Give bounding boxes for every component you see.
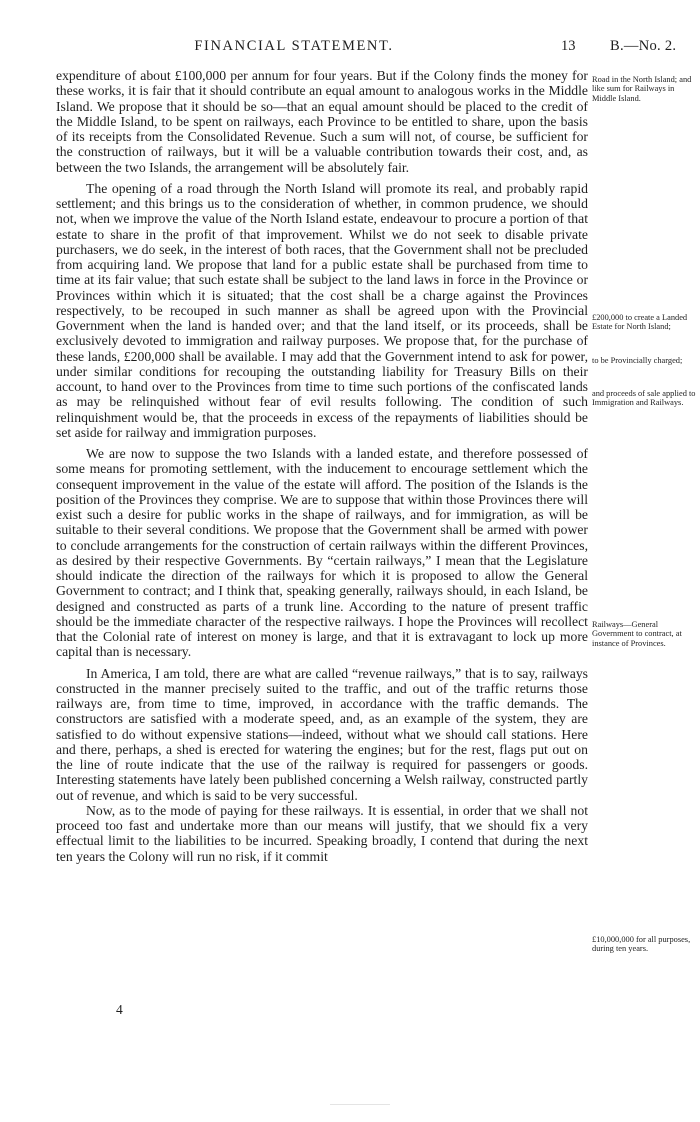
margin-note-immigration-railways: and proceeds of sale applied to Immigration and Railways. (592, 389, 696, 408)
body-text (56, 68, 588, 870)
paragraph-revenue-railways: In America, I am told, there are what are called “revenue railways,” that is to say, railways constructed in the manner precisely suited to the traffic, and out of the traffic returns those railways are, from time to time, improved, in accordance with the traffic demands. The constructors are satisfied with a moderate speed, and, as an example of the system, they are satisfied to do without expensive stations—indeed, without what we should call stations. Here and there, perhaps, a shed is erected for watering the engines; but for the rest, flags put out on the line of route indicate that the use of the railway is required for passengers or goods. Interesting statements have lately been published concerning a Welsh railway, constructed partly out of revenue, and which is said to be very successful. (56, 665, 588, 803)
running-head-title: FINANCIAL STATEMENT. (194, 38, 394, 54)
printer-signature: 4 (116, 1002, 123, 1017)
margin-note-landed-estate: £200,000 to create a Landed Estate for North Island; (592, 313, 688, 332)
margin-note-provincially-charged: to be Provincially charged; (592, 356, 683, 365)
bottom-rule (330, 1104, 390, 1105)
margin-note-ten-million: £10,000,000 for all purposes, during ten years. (592, 935, 691, 954)
margin-note-road-north-island: Road in the North Island; and like sum for Railways in Middle Island. (592, 75, 692, 103)
paragraph-provincial-railways: We are now to suppose the two Islands with a landed estate, and therefore possessed of some means for promoting settlement, with the inducement to encourage settlement which the consequent improvement in the value of the estate will afford. The position of the Islands is the position of the Provinces they comprise. We are to suppose that within those Provinces there will exist such a desire for public works in the shape of railways, and for immigration, as will be suitable to their several conditions. We propose that the Government shall be armed with power to conclude arrangements for the construction of certain railways within the different Provinces, as desired by their respective Governments. By “certain railways,” I mean that the Legislature should indicate the direction of the railways for which it is proposed to allow the General Government to contract; and I think that, speaking generally, railways should, in each Island, be designed and constructed as parts of a trunk line. According to the nature of present traffic should be the immediate character of the respective railways. I hope the Provinces will recollect that the Colonial rate of interest on money is large, and that it is extravagant to lock up more capital than is necessary. (56, 446, 588, 660)
running-head (0, 38, 700, 58)
paragraph-payment-mode: Now, as to the mode of paying for these railways. It is essential, in order that we shall not proceed too fast and undertake more than our means will justify, that we should fix a very effectual limit to the liabilities to be incurred. Speaking broadly, I contend that during the next ten years the Colony will run no risk, if it commit (56, 802, 588, 864)
page-number: 13 (561, 38, 576, 54)
paragraph-railway-funding: expenditure of about £100,000 per annum for four years. But if the Colony finds the money for these works, it is fair that it should contribute an equal amount to analogous works in the Middle Island. We propose that it should be so—that an equal amount should be placed to the credit of the Middle Island, to be spent on railways, each Province to be entitled to share, upon the basis of its receipts from the Consolidated Revenue. Such a sum will not, of course, be sufficient for the construction of railways, but it will be a valuable contribution towards their cost, and, as between the two Islands, the arrangement will be absolutely fair. (56, 68, 588, 175)
margin-note-railways-general-government: Railways—General Government to contract, at instance of Provinces. (592, 620, 682, 648)
document-reference: B.—No. 2. (610, 38, 677, 54)
paragraph-landed-estate: The opening of a road through the North Island will promote its real, and probably rapid settlement; and this brings us to the consideration of whether, in common prudence, we should not, when we improve the value of the North Island estate, endeavour to procure a portion of that estate to share in the profit of that improvement. Whilst we do not seek to disable private purchasers, we do seek, in the interest of both races, that the Government shall not be precluded from acquiring land. We propose that land for a public estate shall be purchased from time to time at its fair value; that such estate shall be subject to the land laws in force in the Province or Provinces within which it is situated; that the cost shall be a charge against the Provinces respectively, to be recouped in such manner as shall be agreed upon with the Provincial Government when the land is handed over; and that the land itself, or its proceeds, shall be exclusively devoted to immigration and railway purposes. We propose that, for the purchase of these lands, £200,000 shall be available. I may add that the Government intend to ask for power, under similar conditions for recouping the outstanding liability for Treasury Bills on their account, to hand over to the Provinces from time to time such portions of the confiscated lands as may be relinquished without fear of evil results following. The condition of such relinquishment would be, that the proceeds in excess of the repayments of liabilities should be set aside for railway and immigration purposes. (56, 180, 588, 440)
